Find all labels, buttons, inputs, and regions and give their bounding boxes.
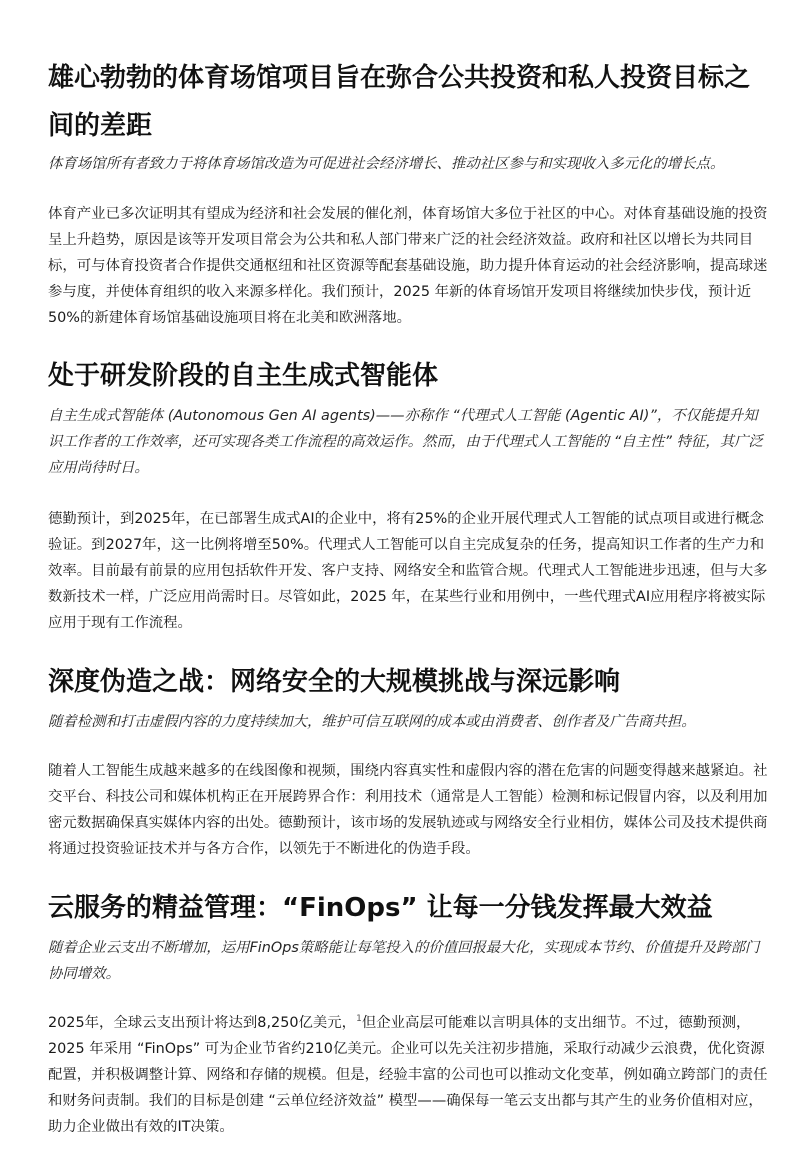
- section-lead-deepfake: 随着检测和打击虚假内容的力度持续加大，维护可信互联网的成本或由消费者、创作者及广告商共担。: [48, 714, 696, 730]
- section-lead-stadium: 体育场馆所有者致力于将体育场馆改造为可促进社会经济增长、推动社区参与和实现收入多元化的增长点。: [48, 156, 725, 172]
- footnote-ref[interactable]: 1: [356, 1014, 362, 1025]
- section-body-stadium: 体育产业已多次证明其有望成为经济和社会发展的催化剂，体育场馆大多位于社区的中心。对体育基础设施的投资呈上升趋势，原因是该等开发项目常会为公共和私人部门带来广泛的社会经济效益。政府和社区以增长为共同目标，可与体育投资者合作提供交通枢纽和社区资源等配套基础设施，助力提升体育运动的社会经济影响，提高球迷参与度，并使体育组织的收入来源多样化。我们预计，2025 年新的体育场馆开发项目将继续加快步伐，预计近50%的新建体育场馆基础设施项目将在北美和欧洲落地。: [48, 206, 768, 326]
- section-body-deepfake: 随着人工智能生成越来越多的在线图像和视频，围绕内容真实性和虚假内容的潜在危害的问题变得越来越紧迫。社交平台、科技公司和媒体机构正在开展跨界合作：利用技术（通常是人工智能）检测和标记假冒内容，以及利用加密元数据确保真实媒体内容的出处。德勤预计，该市场的发展轨迹或与网络安全行业相仿，媒体公司及技术提供商将通过投资验证技术并与各方合作，以领先于不断进化的伪造手段。: [48, 763, 768, 857]
- section-body-agentic-ai: 德勤预计，到2025年，在已部署生成式AI的企业中，将有25%的企业开展代理式人工智能的试点项目或进行概念验证。到2027年，这一比例将增至50%。代理式人工智能可以自主完成复杂的任务，提高知识工作者的生产力和效率。目前最有前景的应用包括软件开发、客户支持、网络安全和监管合规。代理式人工智能进步迅速，但与大多数新技术一样，广泛应用尚需时日。尽管如此，2025 年，在某些行业和用例中，一些代理式AI应用程序将被实际应用于现有工作流程。: [48, 511, 768, 631]
- section-title-agentic-ai: 处于研发阶段的自主生成式智能体: [48, 361, 439, 391]
- section-body-finops: [48, 1010, 768, 1140]
- section-lead-agentic-ai: 自主生成式智能体 (Autonomous Gen AI agents)——亦称作 “代理式人工智能 (Agentic AI)”，不仅能提升知识工作者的工作效率，还可实现各类工作流程的高效运作。然而，由于代理式人工智能的 “自主性” 特征，其广泛应用尚待时日。: [48, 408, 763, 476]
- section-title-stadium: 雄心勃勃的体育场馆项目旨在弥合公共投资和私人投资目标之间的差距: [48, 63, 751, 141]
- section-lead-finops: 随着企业云支出不断增加，运用FinOps策略能让每笔投入的价值回报最大化，实现成本节约、价值提升及跨部门协同增效。: [48, 940, 760, 982]
- finops-body-rest: 但企业高层可能难以言明具体的支出细节。不过，德勤预测，2025 年采用 “FinOps” 可为企业节省约210亿美元。企业可以先关注初步措施，采取行动减少云浪费，优化资源配置，并积极调整计算、网络和存储的规模。但是，经验丰富的公司也可以推动文化变革，例如确立跨部门的责任和财务问责制。我们的目标是创建 “云单位经济效益” 模型——确保每一笔云支出都与其产生的业务价值相对应，助力企业做出有效的IT决策。: [48, 1015, 768, 1135]
- section-title-deepfake: 深度伪造之战：网络安全的大规模挑战与深远影响: [48, 667, 621, 697]
- finops-body-intro: 2025年，全球云支出预计将达到8,250亿美元，: [48, 1015, 357, 1031]
- section-title-finops: 云服务的精益管理：“FinOps” 让每一分钱发挥最大效益: [48, 893, 713, 923]
